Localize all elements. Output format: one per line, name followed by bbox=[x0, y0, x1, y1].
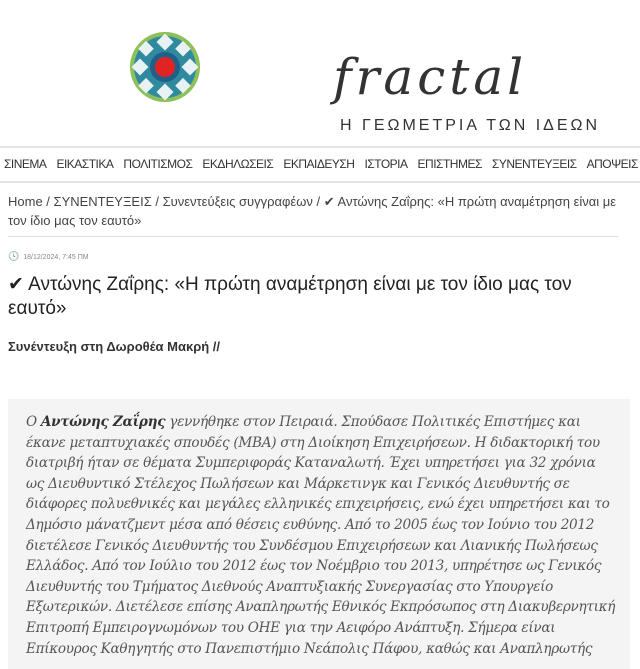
breadcrumb-separator: / bbox=[151, 194, 163, 209]
nav-item-culture[interactable]: ΠΟΛΙΤΙΣΜΟΣ bbox=[123, 157, 193, 171]
fractal-mandala-icon bbox=[128, 30, 202, 104]
post-date bbox=[8, 251, 632, 263]
nav-item-visual-arts[interactable]: ΕΙΚΑΣΤΙΚΑ bbox=[56, 157, 114, 171]
breadcrumb-author-interviews[interactable]: Συνεντεύξεις συγγραφέων bbox=[162, 194, 313, 209]
nav-item-cinema[interactable]: ΣΙΝΕΜΑ bbox=[4, 157, 47, 171]
article-byline: Συνέντευξη στη Δωροθέα Μακρή // bbox=[8, 339, 221, 354]
breadcrumb-current: ✔ Αντώνης Ζαΐρης: «Η πρώτη αναμέτρηση είναι με τον ίδιο μας τον εαυτό» bbox=[8, 194, 617, 228]
breadcrumb-home[interactable]: Home bbox=[8, 194, 43, 209]
site-logo[interactable] bbox=[128, 30, 601, 134]
breadcrumb-interviews[interactable]: ΣΥΝΕΝΤΕΥΞΕΙΣ bbox=[53, 194, 152, 209]
divider bbox=[0, 181, 640, 183]
author-bio bbox=[26, 412, 616, 659]
article-content bbox=[8, 192, 632, 669]
author-bio-box bbox=[8, 399, 630, 669]
divider bbox=[0, 146, 640, 148]
nav-item-events[interactable]: ΕΚΔΗΛΩΣΕΙΣ bbox=[202, 157, 274, 171]
logo-wordmark: fractal bbox=[333, 48, 528, 106]
date-text: 18/12/2024, 7:45 ΠΜ bbox=[23, 254, 89, 261]
nav-item-opinions[interactable]: ΑΠΟΨΕΙΣ bbox=[586, 157, 638, 171]
nav-item-history[interactable]: ΙΣΤΟΡΙΑ bbox=[364, 157, 408, 171]
nav-item-sciences[interactable]: ΕΠΙΣΤΗΜΕΣ bbox=[417, 157, 482, 171]
bio-name: Αντώνης Ζαΐρης bbox=[40, 414, 166, 430]
nav-item-interviews[interactable]: ΣΥΝΕΝΤΕΥΞΕΙΣ bbox=[491, 157, 577, 171]
article-title: ✔ Αντώνης Ζαΐρης: «Η πρώτη αναμέτρηση είναι με τον ίδιο μας τον εαυτό» bbox=[8, 274, 572, 319]
main-nav bbox=[4, 157, 638, 171]
breadcrumb-separator: / bbox=[312, 194, 324, 209]
bio-prefix: Ο bbox=[26, 414, 41, 430]
bio-text: γεννήθηκε στον Πειραιά. Σπούδασε Πολιτικές Επιστήμες και έκανε μεταπτυχιακές σπουδές (MBA) στη Διοίκηση Επιχειρήσεων. Η διδακτορική του διατριβή ήταν σε θέματα Συμπεριφοράς Καταναλωτή. Έχει υπηρετήσει για 32 χρόνια ως Διευθυντικό Στέλεχος Πωλήσεων και Μάρκετινγκ και Γενικός Διευθυντής σε διάφορες πολυεθνικές και μεγάλες ελληνικές επιχειρήσεις, ενώ έχει υπηρετήσει και το Δημόσιο μάνατζμεντ μέσα από θέσεις ευθύνης. Από το 2005 έως τον Ιούνιο του 2012 διετέλεσε Γενικός Διευθυντής του Συνδέσμου Επιχειρήσεων και Λιανικής Πωλήσεως Ελλάδος. Από τον Ιούλιο του 2012 έως τον Νοέμβριο του 2013, υπηρέτησε ως Γενικός Διευθυντής του Τμήματος Διεθνούς Αναπτυξιακής Συνεργασίας στο Υπουργείο Εξωτερικών. Διετέλεσε επίσης Αναπληρωτής Εθνικός Εκπρόσωπος στη Διακυβερνητική Επιτροπή Εμπειρογνωμόνων του ΟΗΕ για την Αειφόρο Ανάπτυξη. Σήμερα είναι Επίκουρος Καθηγητής στο Πανεπιστήμιο Νεάπολις Πάφου, καθώς και Αναπληρωτής bbox=[26, 414, 616, 657]
logo-tagline: Η ΓΕΩΜΕΤΡΙΑ ΤΩΝ ΙΔΕΩΝ bbox=[340, 117, 601, 134]
nav-item-education[interactable]: ΕΚΠΑΙΔΕΥΣΗ bbox=[283, 157, 355, 171]
clock-icon: 🕓 bbox=[8, 251, 20, 261]
breadcrumb bbox=[8, 192, 618, 237]
breadcrumb-separator: / bbox=[42, 194, 54, 209]
